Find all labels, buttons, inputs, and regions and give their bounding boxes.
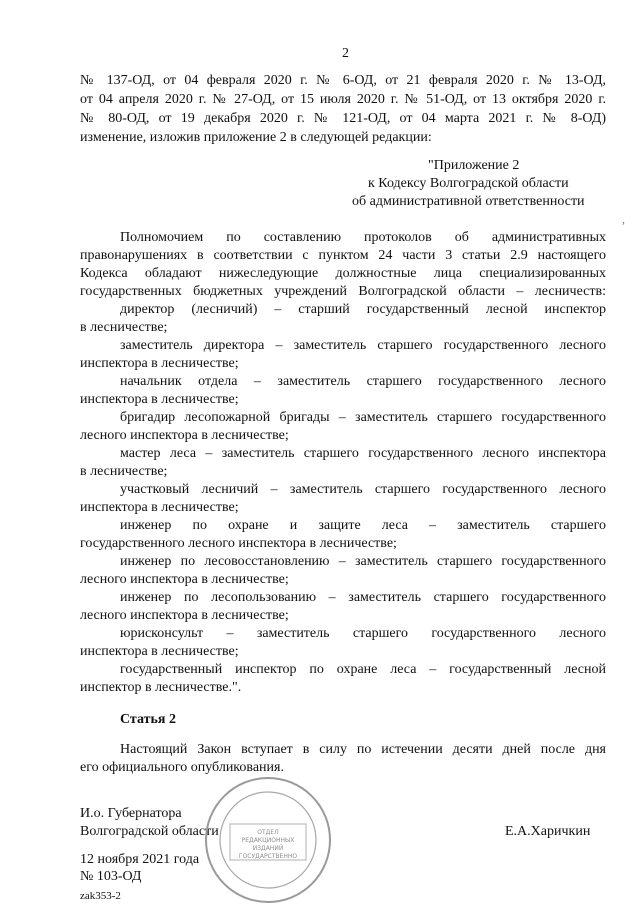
body-line: государственных бюджетных учреждений Волгоградской области – лесничеств: bbox=[80, 284, 606, 299]
appendix-heading-line: об административной ответственности bbox=[352, 194, 585, 209]
list-item-line: инспектора в лесничестве; bbox=[80, 392, 239, 407]
list-item-line: инспектора в лесничестве; bbox=[80, 356, 239, 371]
signature-position-line: И.о. Губернатора bbox=[80, 806, 182, 821]
list-item-line: инженер по охране и защите леса – заместитель старшего bbox=[120, 518, 606, 533]
stamp-text: ИЗДАНИЙ bbox=[252, 845, 284, 852]
list-item-line: заместитель директора – заместитель старшего государственного лесного bbox=[120, 338, 606, 353]
list-item-line: инженер по лесовосстановлению – заместитель старшего государственного bbox=[120, 554, 606, 569]
intro-line: № 137-ОД, от 04 февраля 2020 г. № 6-ОД, от 21 февраля 2020 г. № 13-ОД, bbox=[80, 73, 606, 88]
margin-mark: , bbox=[622, 212, 625, 226]
appendix-heading-line: "Приложение 2 bbox=[428, 158, 520, 173]
intro-line: изменение, изложив приложение 2 в следующей редакции: bbox=[80, 130, 432, 145]
list-item-line: инженер по лесопользованию – заместитель старшего государственного bbox=[120, 590, 606, 605]
list-item-line: государственный инспектор по охране леса – государственный лесной bbox=[120, 662, 606, 677]
body-line: Полномочием по составлению протоколов об административных bbox=[120, 230, 606, 245]
body-line: правонарушениях в соответствии с пунктом 24 части 3 статьи 2.9 настоящего bbox=[80, 248, 606, 263]
appendix-heading-line: к Кодексу Волгоградской области bbox=[368, 176, 569, 191]
stamp-text: ГОСУДАРСТВЕННО bbox=[238, 853, 298, 860]
article-line: Настоящий Закон вступает в силу по истечении десяти дней после дня bbox=[120, 742, 606, 757]
list-item-line: инспектора в лесничестве; bbox=[80, 644, 239, 659]
list-item-line: лесного инспектора в лесничестве; bbox=[80, 428, 289, 443]
article-title: Статья 2 bbox=[120, 712, 176, 727]
list-item-line: инспектора в лесничестве; bbox=[80, 500, 239, 515]
list-item-line: в лесничестве; bbox=[80, 464, 168, 479]
signature-position-line: Волгоградской области bbox=[80, 824, 219, 839]
intro-line: от 04 апреля 2020 г. № 27-ОД, от 15 июля 2020 г. № 51-ОД, от 13 октября 2020 г. bbox=[80, 92, 606, 107]
stamp-text: ОТДЕЛ bbox=[257, 829, 279, 836]
list-item-line: участковый лесничий – заместитель старшего государственного лесного bbox=[120, 482, 606, 497]
signatory-name: Е.А.Харичкин bbox=[505, 824, 591, 839]
list-item-line: начальник отдела – заместитель старшего государственного лесного bbox=[120, 374, 606, 389]
intro-line: № 80-ОД, от 19 декабря 2020 г. № 121-ОД, от 04 марта 2021 г. № 8-ОД) bbox=[80, 111, 606, 126]
list-item-line: бригадир лесопожарной бригады – заместитель старшего государственного bbox=[120, 410, 606, 425]
list-item-line: в лесничестве; bbox=[80, 320, 168, 335]
list-item-line: директор (лесничий) – старший государственный лесной инспектор bbox=[120, 302, 606, 317]
article-line: его официального опубликования. bbox=[80, 760, 284, 775]
official-stamp bbox=[200, 772, 336, 908]
list-item-line: мастер леса – заместитель старшего государственного лесного инспектора bbox=[120, 446, 606, 461]
list-item-line: лесного инспектора в лесничестве; bbox=[80, 608, 289, 623]
list-item-line: юрисконсульт – заместитель старшего государственного лесного bbox=[120, 626, 606, 641]
stamp-text: РЕДАКЦИОННЫХ bbox=[241, 837, 295, 844]
list-item-line: инспектор в лесничестве.". bbox=[80, 680, 242, 695]
list-item-line: государственного лесного инспектора в лесничестве; bbox=[80, 536, 397, 551]
page-number: 2 bbox=[342, 46, 349, 61]
document-date: 12 ноября 2021 года bbox=[80, 852, 200, 867]
body-line: Кодекса обладают нижеследующие должностные лица специализированных bbox=[80, 266, 606, 281]
document-number: № 103-ОД bbox=[80, 869, 142, 884]
document-code: zak353-2 bbox=[80, 890, 121, 902]
list-item-line: лесного инспектора в лесничестве; bbox=[80, 572, 289, 587]
